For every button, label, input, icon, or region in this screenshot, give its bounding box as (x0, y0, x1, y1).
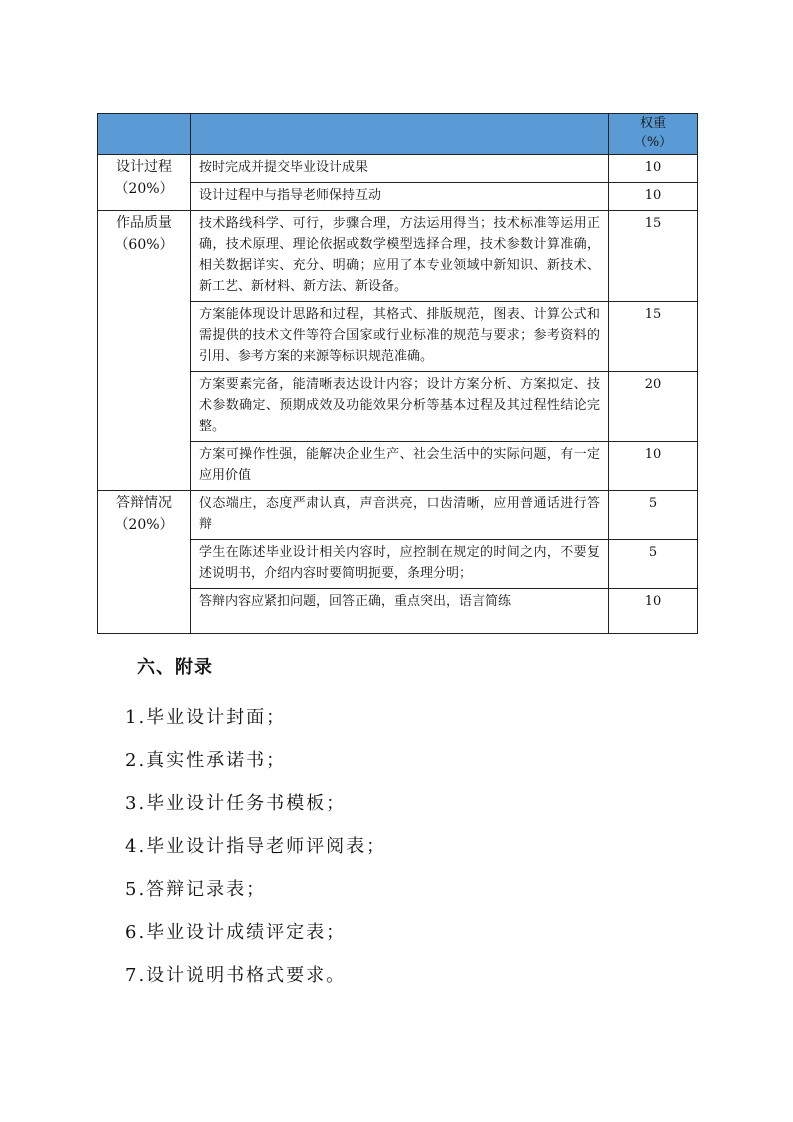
weight-cell: 15 (609, 211, 698, 302)
category-name: 作品质量 (116, 215, 172, 231)
criterion-cell: 按时完成并提交毕业设计成果 (191, 155, 609, 183)
criterion-cell: 设计过程中与指导老师保持互动 (191, 183, 609, 211)
weight-cell: 10 (609, 442, 698, 491)
list-item: 7.设计说明书格式要求。 (125, 965, 347, 986)
weight-cell: 10 (609, 183, 698, 211)
weight-header-label: 权重 (639, 116, 666, 131)
list-item: 5.答辩记录表； (125, 879, 267, 900)
criterion-cell: 仪态端庄，态度严肃认真，声音洪亮，口齿清晰，应用普通话进行答辩 (191, 491, 609, 540)
category-percent: （20%） (114, 181, 174, 197)
weight-cell: 5 (609, 540, 698, 589)
table-row (98, 155, 698, 183)
list-item: 3.毕业设计任务书模板； (125, 793, 347, 814)
appendix-heading: 六、附录 (137, 657, 213, 678)
list-item: 6.毕业设计成绩评定表； (125, 922, 347, 943)
category-cell-design-process (98, 155, 191, 211)
list-item: 2.真实性承诺书； (125, 750, 287, 771)
weight-cell: 10 (609, 589, 698, 634)
header-content-cell (191, 114, 609, 155)
appendix-list (125, 703, 386, 1004)
weight-cell: 20 (609, 372, 698, 442)
category-name: 答辩情况 (116, 495, 172, 511)
category-cell-work-quality (98, 211, 191, 491)
weight-cell: 15 (609, 302, 698, 372)
category-percent: （60%） (114, 237, 174, 253)
criterion-cell: 答辩内容应紧扣问题，回答正确，重点突出，语言简练 (191, 589, 609, 634)
criterion-cell: 方案可操作性强，能解决企业生产、社会生活中的实际问题，有一定应用价值 (191, 442, 609, 491)
table-header-row (98, 114, 698, 155)
table-row (98, 211, 698, 302)
weight-header-unit: （%） (633, 135, 673, 150)
criterion-cell: 学生在陈述毕业设计相关内容时，应控制在规定的时间之内，不要复述说明书，介绍内容时要简明扼要，条理分明； (191, 540, 609, 589)
category-percent: （20%） (114, 517, 174, 533)
table-row (98, 491, 698, 540)
criterion-cell: 技术路线科学、可行，步骤合理，方法运用得当；技术标准等运用正确，技术原理、理论依据或数学模型选择合理，技术参数计算准确，相关数据详实、充分、明确；应用了本专业领域中新知识、新技术、新工艺、新材料、新方法、新设备。 (191, 211, 609, 302)
header-weight-cell (609, 114, 698, 155)
category-name: 设计过程 (116, 159, 172, 175)
weight-cell: 10 (609, 155, 698, 183)
header-category-cell (98, 114, 191, 155)
criterion-cell: 方案能体现设计思路和过程，其格式、排版规范，图表、计算公式和需提供的技术文件等符合国家或行业标准的规范与要求；参考资料的引用、参考方案的来源等标识规范准确。 (191, 302, 609, 372)
criterion-cell: 方案要素完备，能清晰表达设计内容；设计方案分析、方案拟定、技术参数确定、预期成效及功能效果分析等基本过程及其过程性结论完整。 (191, 372, 609, 442)
list-item: 4.毕业设计指导老师评阅表； (125, 836, 387, 857)
scoring-table (97, 113, 698, 634)
weight-cell: 5 (609, 491, 698, 540)
category-cell-defense (98, 491, 191, 634)
list-item: 1.毕业设计封面； (125, 707, 287, 728)
